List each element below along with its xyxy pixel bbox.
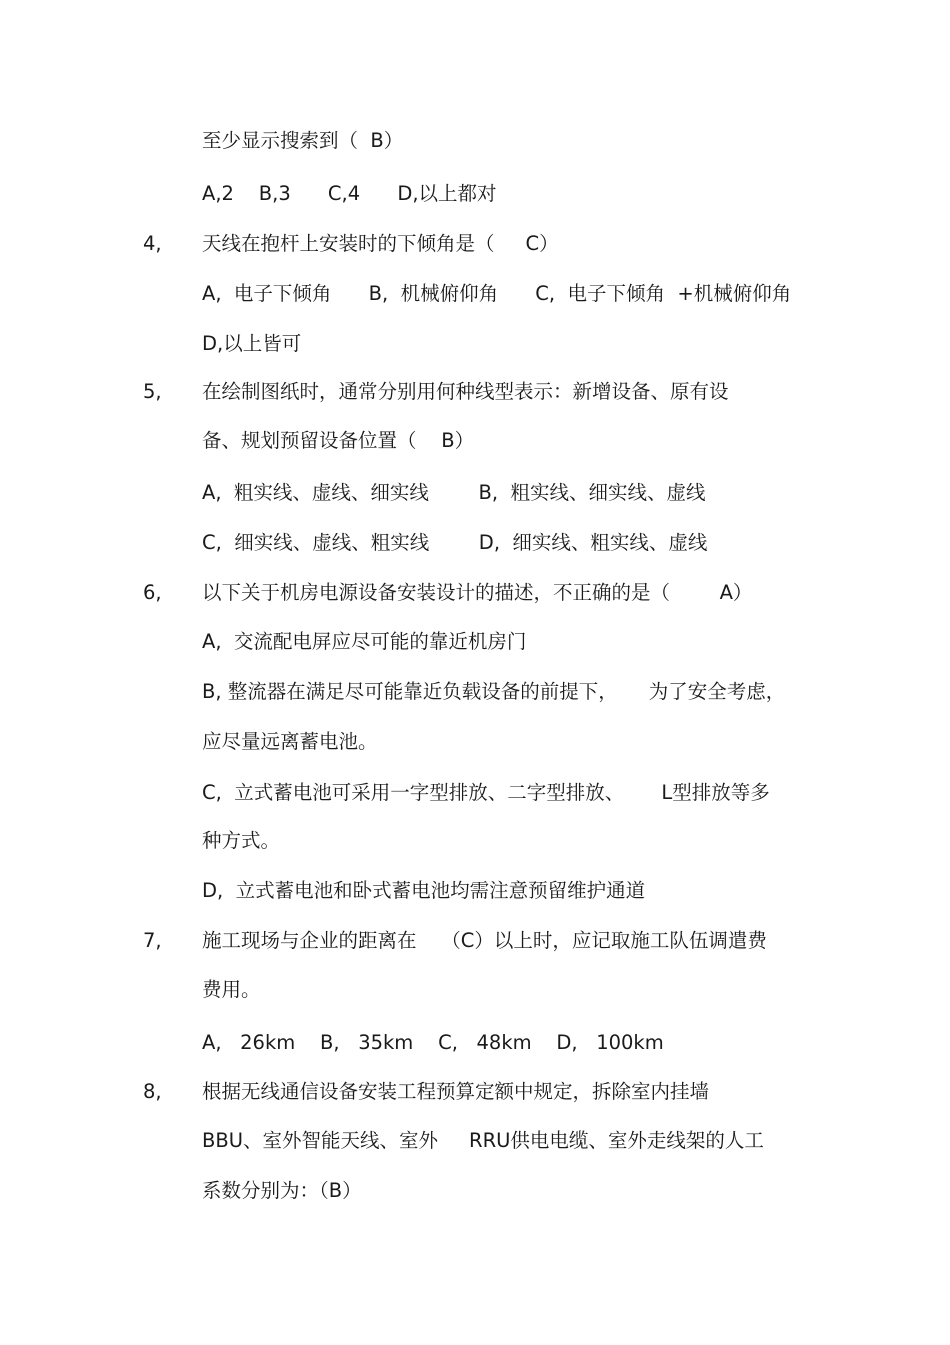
q3-options: A,2 B,3 C,4 D,以上都对: [202, 182, 497, 205]
q7-question-line-1: 施工现场与企业的距离在 （C）以上时，应记取施工队伍调遣费: [202, 929, 767, 952]
q8-question-line-1: 根据无线通信设备安装工程预算定额中规定，拆除室内挂墙: [202, 1080, 710, 1103]
q3-continuation-line: 至少显示搜索到（ B）: [202, 129, 404, 152]
q7-number: 7,: [143, 929, 162, 952]
q5-question-line-1: 在绘制图纸时，通常分别用何种线型表示：新增设备、原有设: [202, 380, 729, 403]
q6-option-b-line-1: B, 整流器在满足尽可能靠近负载设备的前提下， 为了安全考虑，: [202, 680, 786, 703]
q7-options: A, 26km B, 35km C, 48km D, 100km: [202, 1031, 664, 1054]
q4-number: 4,: [143, 232, 162, 255]
q6-question: 以下关于机房电源设备安装设计的描述，不正确的是（ A）: [202, 581, 753, 604]
q5-options-line-2: C, 细实线、虚线、粗实线 D, 细实线、粗实线、虚线: [202, 531, 708, 554]
q4-question: 天线在抱杆上安装时的下倾角是（ C）: [202, 232, 559, 255]
q8-question-line-2: BBU、室外智能天线、室外 RRU供电电缆、室外走线架的人工: [202, 1129, 764, 1152]
q4-options-line-2: D,以上皆可: [202, 332, 302, 355]
q8-number: 8,: [143, 1080, 162, 1103]
q6-number: 6,: [143, 581, 162, 604]
q8-question-line-3: 系数分别为：（B）: [202, 1179, 362, 1202]
q6-option-d: D, 立式蓄电池和卧式蓄电池均需注意预留维护通道: [202, 879, 646, 902]
q6-option-c-line-2: 种方式。: [202, 829, 281, 852]
q7-question-line-2: 费用。: [202, 978, 261, 1001]
q5-options-line-1: A, 粗实线、虚线、细实线 B, 粗实线、细实线、虚线: [202, 481, 706, 504]
q5-number: 5,: [143, 380, 162, 403]
q6-option-c-line-1: C, 立式蓄电池可采用一字型排放、二字型排放、 L型排放等多: [202, 781, 770, 804]
q5-question-line-2: 备、规划预留设备位置（ B）: [202, 429, 475, 452]
q6-option-b-line-2: 应尽量远离蓄电池。: [202, 730, 378, 753]
q4-options-line-1: A, 电子下倾角 B, 机械俯仰角 C, 电子下倾角 +机械俯仰角: [202, 282, 792, 305]
q6-option-a: A, 交流配电屏应尽可能的靠近机房门: [202, 630, 527, 653]
